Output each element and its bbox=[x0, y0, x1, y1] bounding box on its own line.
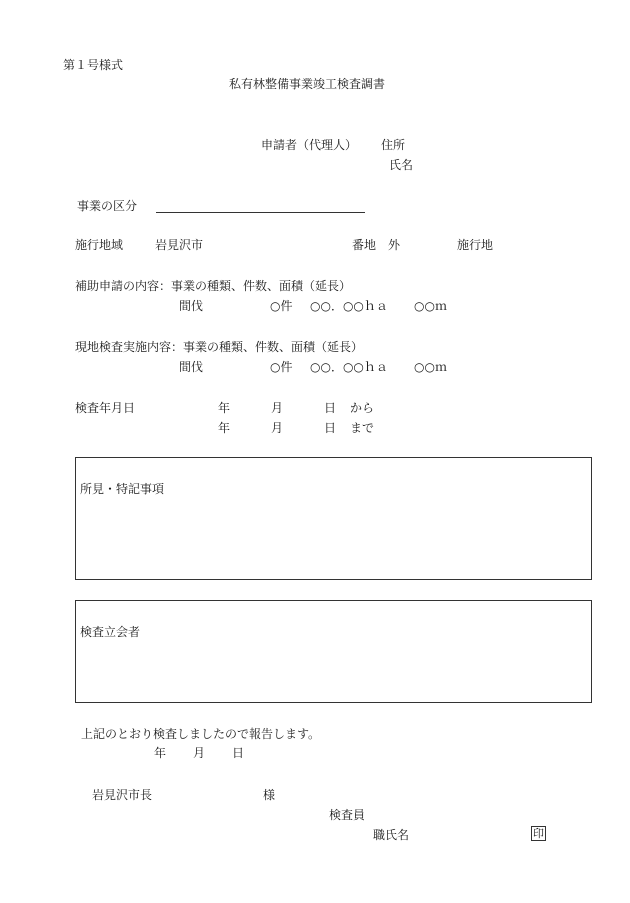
report-month: 月 bbox=[193, 746, 206, 760]
subsidy-length: ○○ｍ bbox=[414, 299, 447, 313]
remarks-box[interactable] bbox=[75, 457, 592, 580]
witness-label: 検査立会者 bbox=[80, 625, 141, 639]
field-inspection-label: 現地検査実施内容：事業の種類、件数、面積（延長） bbox=[75, 340, 364, 354]
witness-box[interactable] bbox=[75, 600, 592, 703]
honorific: 様 bbox=[263, 788, 276, 802]
subsidy-application-label: 補助申請の内容：事業の種類、件数、面積（延長） bbox=[75, 279, 352, 293]
form-number: 第１号様式 bbox=[63, 58, 124, 72]
applicant-name-label: 氏名 bbox=[389, 158, 414, 172]
inspection-end-day: 日 bbox=[324, 421, 337, 435]
field-work-type: 間伐 bbox=[179, 360, 204, 374]
field-count: ○件 bbox=[270, 360, 293, 374]
applicant-address-label: 住所 bbox=[381, 138, 406, 152]
remarks-label: 所見・特記事項 bbox=[80, 482, 165, 496]
location-banchi: 番地 外 bbox=[352, 238, 401, 252]
inspection-start-month: 月 bbox=[271, 401, 284, 415]
applicant-label: 申請者（代理人） bbox=[261, 138, 358, 152]
location-site: 施行地 bbox=[457, 238, 494, 252]
project-category-label: 事業の区分 bbox=[77, 199, 138, 213]
field-length: ○○ｍ bbox=[414, 360, 447, 374]
subsidy-count: ○件 bbox=[270, 299, 293, 313]
subsidy-area: ○○．○○ｈａ bbox=[310, 299, 388, 313]
report-statement: 上記のとおり検査しましたので報告します。 bbox=[81, 727, 321, 741]
location-city: 岩見沢市 bbox=[155, 238, 204, 252]
report-day: 日 bbox=[232, 746, 245, 760]
inspection-end-year: 年 bbox=[218, 421, 231, 435]
inspection-date-label: 検査年月日 bbox=[75, 401, 136, 415]
project-category-underline bbox=[156, 212, 365, 213]
inspection-start-day: 日 bbox=[324, 401, 337, 415]
position-name-label: 職氏名 bbox=[373, 828, 410, 842]
inspection-end-month: 月 bbox=[271, 421, 284, 435]
inspection-from: から bbox=[350, 401, 375, 415]
inspection-start-year: 年 bbox=[218, 401, 231, 415]
location-label: 施行地域 bbox=[75, 238, 124, 252]
report-year: 年 bbox=[154, 746, 167, 760]
inspection-to: まで bbox=[350, 421, 375, 435]
subsidy-work-type: 間伐 bbox=[179, 299, 204, 313]
seal-mark: 印 bbox=[533, 827, 544, 840]
field-area: ○○．○○ｈａ bbox=[310, 360, 388, 374]
addressee: 岩見沢市長 bbox=[92, 788, 153, 802]
document-title: 私有林整備事業竣工検査調書 bbox=[229, 77, 386, 91]
inspector-label: 検査員 bbox=[329, 808, 366, 822]
